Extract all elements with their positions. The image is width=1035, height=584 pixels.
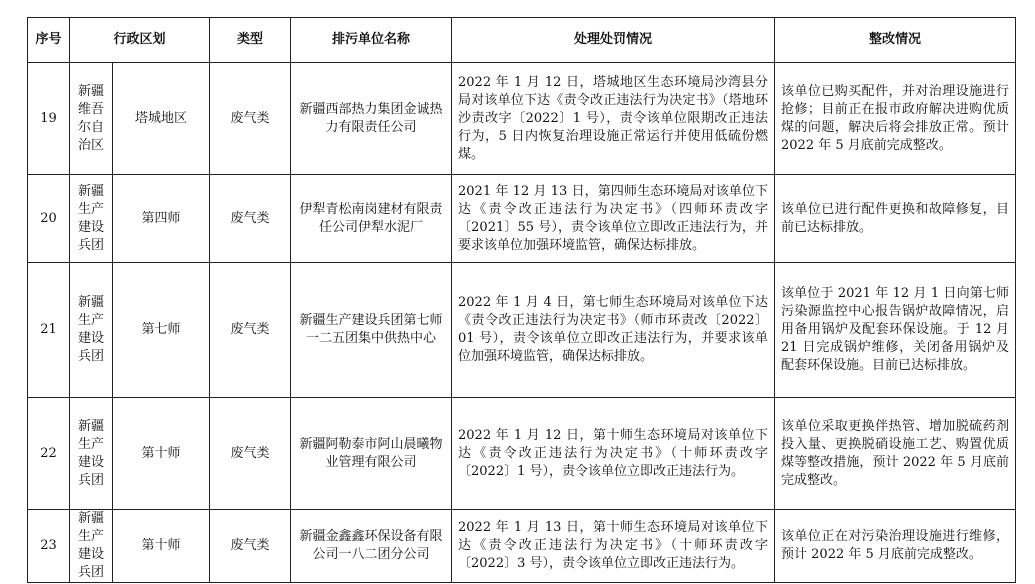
cell-seq: 19 — [28, 63, 70, 175]
cell-rectify: 该单位已进行配件更换和故障修复，目前已达标排放。 — [775, 175, 1016, 263]
cell-type: 废气类 — [210, 63, 291, 175]
table-row — [28, 398, 1016, 510]
cell-unit: 新疆生产建设兵团第七师一二五团集中供热中心 — [291, 263, 452, 398]
cell-rectify: 该单位于 2021 年 12 月 1 日向第七师污染源监控中心报告锅炉故障情况，启用备用锅炉及配套环保设施。于 12 月 21 日完成锅炉维修，关闭备用锅炉及配套环保设施。目前已达标排放。 — [775, 263, 1016, 398]
cell-seq: 20 — [28, 175, 70, 263]
cell-region2: 第十师 — [113, 398, 210, 510]
cell-type: 废气类 — [210, 398, 291, 510]
cell-region2: 塔城地区 — [113, 63, 210, 175]
cell-rectify: 该单位采取更换伴热管、增加脱硫药剂投入量、更换脱硝设施工艺、购置优质煤等整改措施，预计 2022 年 5 月底前完成整改。 — [775, 398, 1016, 510]
cell-unit: 伊犁青松南岗建材有限责任公司伊犁水泥厂 — [291, 175, 452, 263]
cell-type: 废气类 — [210, 263, 291, 398]
cell-type: 废气类 — [210, 175, 291, 263]
header-rectify: 整改情况 — [775, 18, 1016, 63]
table-row — [28, 510, 1016, 583]
cell-rectify: 该单位已购买配件，并对治理设施进行抢修；目前正在报市政府解决进购优质煤的问题，解决后将会排放正常。预计 2022 年 5 月底前完成整改。 — [775, 63, 1016, 175]
table-row — [28, 263, 1016, 398]
cell-region2: 第四师 — [113, 175, 210, 263]
cell-region1: 新疆生产建设兵团 — [70, 263, 113, 398]
cell-region1: 新疆维吾尔自治区 — [70, 63, 113, 175]
cell-punish: 2022 年 1 月 12 日，第十师生态环境局对该单位下达《责令改正违法行为决定书》（十师环责改字〔2022〕1 号），责令该单位立即改正违法行为。 — [452, 398, 775, 510]
penalty-table — [27, 17, 1016, 583]
cell-region1: 新疆生产建设兵团 — [70, 398, 113, 510]
cell-punish: 2022 年 1 月 12 日，塔城地区生态环境局沙湾县分局对该单位下达《责令改正违法行为决定书》（塔地环沙责改字〔2022〕1 号），责令该单位限期改正违法行为，5 日内恢复治理设施正常运行并使用低硫份燃煤。 — [452, 63, 775, 175]
cell-seq: 22 — [28, 398, 70, 510]
header-punish: 处理处罚情况 — [452, 18, 775, 63]
cell-type: 废气类 — [210, 510, 291, 583]
table-row — [28, 63, 1016, 175]
cell-unit: 新疆西部热力集团金诚热力有限责任公司 — [291, 63, 452, 175]
cell-rectify: 该单位正在对污染治理设施进行维修，预计 2022 年 5 月底前完成整改。 — [775, 510, 1016, 583]
cell-region2: 第七师 — [113, 263, 210, 398]
header-row — [28, 18, 1016, 63]
table-row — [28, 175, 1016, 263]
cell-seq: 21 — [28, 263, 70, 398]
cell-punish: 2022 年 1 月 13 日，第十师生态环境局对该单位下达《责令改正违法行为决定书》（十师环责改字〔2022〕3 号），责令该单位立即改正违法行为。 — [452, 510, 775, 583]
cell-punish: 2021 年 12 月 13 日，第四师生态环境局对该单位下达《责令改正违法行为决定书》（四师环责改字〔2021〕55 号），责令该单位立即改正违法行为，并要求该单位加强环境监管，确保达标排放。 — [452, 175, 775, 263]
header-seq: 序号 — [28, 18, 70, 63]
cell-unit: 新疆金鑫鑫环保设备有限公司一八二团分公司 — [291, 510, 452, 583]
cell-punish: 2022 年 1 月 4 日，第七师生态环境局对该单位下达《责令改正违法行为决定书》（师市环责改〔2022〕01 号），责令该单位立即改正违法行为，并要求该单位加强环境监管，确保达标排放。 — [452, 263, 775, 398]
header-unit: 排污单位名称 — [291, 18, 452, 63]
cell-seq: 23 — [28, 510, 70, 583]
cell-region1: 新疆生产建设兵团 — [70, 510, 113, 583]
cell-region2: 第十师 — [113, 510, 210, 583]
cell-region1: 新疆生产建设兵团 — [70, 175, 113, 263]
cell-unit: 新疆阿勒泰市阿山晨曦物业管理有限公司 — [291, 398, 452, 510]
header-region: 行政区划 — [70, 18, 210, 63]
header-type: 类型 — [210, 18, 291, 63]
